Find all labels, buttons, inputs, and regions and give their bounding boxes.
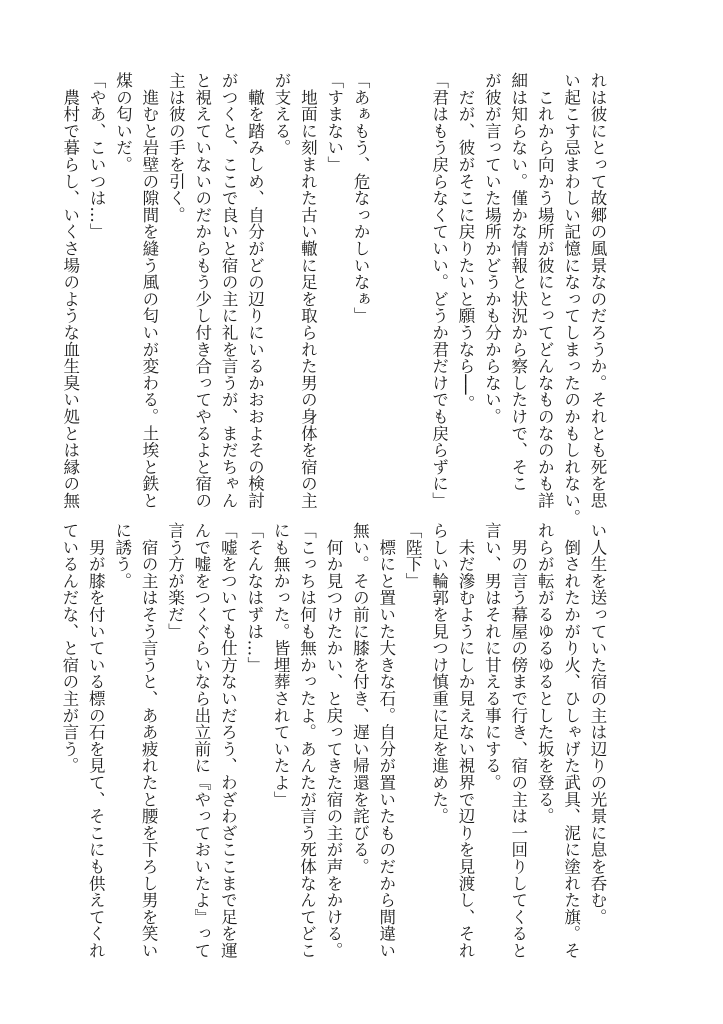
text-line: に誘う。 (112, 522, 132, 590)
upper-text-block (56, 72, 610, 526)
text-line: 「すまない」 (324, 72, 344, 173)
text-line: 標にと置いた大きな石。自分が置いたものだから間違い (376, 522, 396, 959)
text-line: 倒されたかがり火、ひしゃげた武具、泥に塗れた旗。そ (561, 522, 581, 959)
text-line: が彼が言っていた場所かどうかも分からない。 (482, 72, 502, 425)
text-line: 農村で暮らし、いくさ場のような血生臭い処とは縁の無 (60, 72, 80, 509)
text-line: い人生を送っていた宿の主は辺りの光景に息を呑む。 (588, 522, 607, 926)
lower-text-block (55, 522, 610, 962)
text-line: これから向かう場所が彼にとってどんなものなのかも詳 (535, 72, 555, 509)
text-line: 宿の主はそう言うと、ああ疲れたと腰を下ろし男を笑い (139, 522, 159, 959)
blank-line (399, 72, 425, 73)
text-line: 言い、男はそれに甘える事にする。 (482, 522, 502, 791)
text-line: 未だ滲むようにしか見えない視界で辺りを見渡し、それ (455, 522, 475, 959)
text-line: れらが転がるゆるゆるとした坂を登る。 (535, 522, 555, 825)
text-line: がつくと、ここで良いと宿の主に礼を言うが、まだちゃん (219, 72, 239, 509)
text-line: 「嘘をついても仕方ないだろう、わざわざここまで足を運 (218, 522, 238, 959)
text-line: らしい輪郭を見つけ慎重に足を進めた。 (429, 522, 449, 825)
text-line: 細は知らない。僅かな情報と状況から察したけで、そこ (508, 72, 528, 492)
text-line: 煤の匂いだ。 (113, 72, 133, 173)
text-line: 「陛下」 (403, 522, 423, 590)
text-line: にも無かった。皆埋葬されていたよ」 (271, 522, 291, 808)
text-line: 無い。その前に膝を付き、遅い帰還を詫びる。 (350, 522, 370, 875)
text-line: 「君はもう戻らなくていい。どうか君だけでも戻らずに」 (429, 72, 449, 509)
text-line: 「やあ、こいつは…」 (87, 72, 107, 240)
text-line: 主は彼の手を引く。 (166, 72, 186, 224)
text-line: 轍を踏みしめ、自分がどの辺りにいるかおおよその検討 (245, 72, 265, 509)
text-line: が支える。 (271, 72, 291, 156)
text-line: 言う方が楽だ」 (165, 522, 185, 640)
text-line: れは彼にとって故郷の風景なのだろうか。それとも死を思 (588, 72, 607, 509)
text-line: だが、彼がそこに戻りたいと願うなら──。 (455, 72, 475, 412)
text-line: 何か見つけたかい、と戻ってきた宿の主が声をかける。 (323, 522, 343, 959)
text-line: 進むと岩壁の隙間を縫う風の匂いが変わる。土埃と鉄と (139, 72, 159, 509)
text-line: ているんだな、と宿の主が言う。 (59, 522, 79, 774)
text-line: んで嘘をつくぐらいなら出立前に『やっておいたよ』って (191, 522, 211, 959)
text-line: 男が膝を付いている標の石を見て、そこにも供えてくれ (86, 522, 106, 959)
text-line: 男の言う幕屋の傍まで行き、宿の主は一回りしてくると (508, 522, 528, 959)
text-line: い起こす忌まわしい記憶になってしまったのかもしれない。 (561, 72, 581, 526)
text-line: 「あぁもう、危なっかしいなぁ」 (351, 72, 371, 324)
text-line: 「こっちは何も無かったよ。あんたが言う死体なんてどこ (297, 522, 317, 959)
blank-line (373, 72, 399, 73)
text-line: と視えていないのだからもう少し付き合ってやるよと宿の (192, 72, 212, 509)
text-line: 「そんなはずは…」 (244, 522, 264, 674)
text-line: 地面に刻まれた古い轍に足を取られた男の身体を宿の主 (298, 72, 318, 509)
